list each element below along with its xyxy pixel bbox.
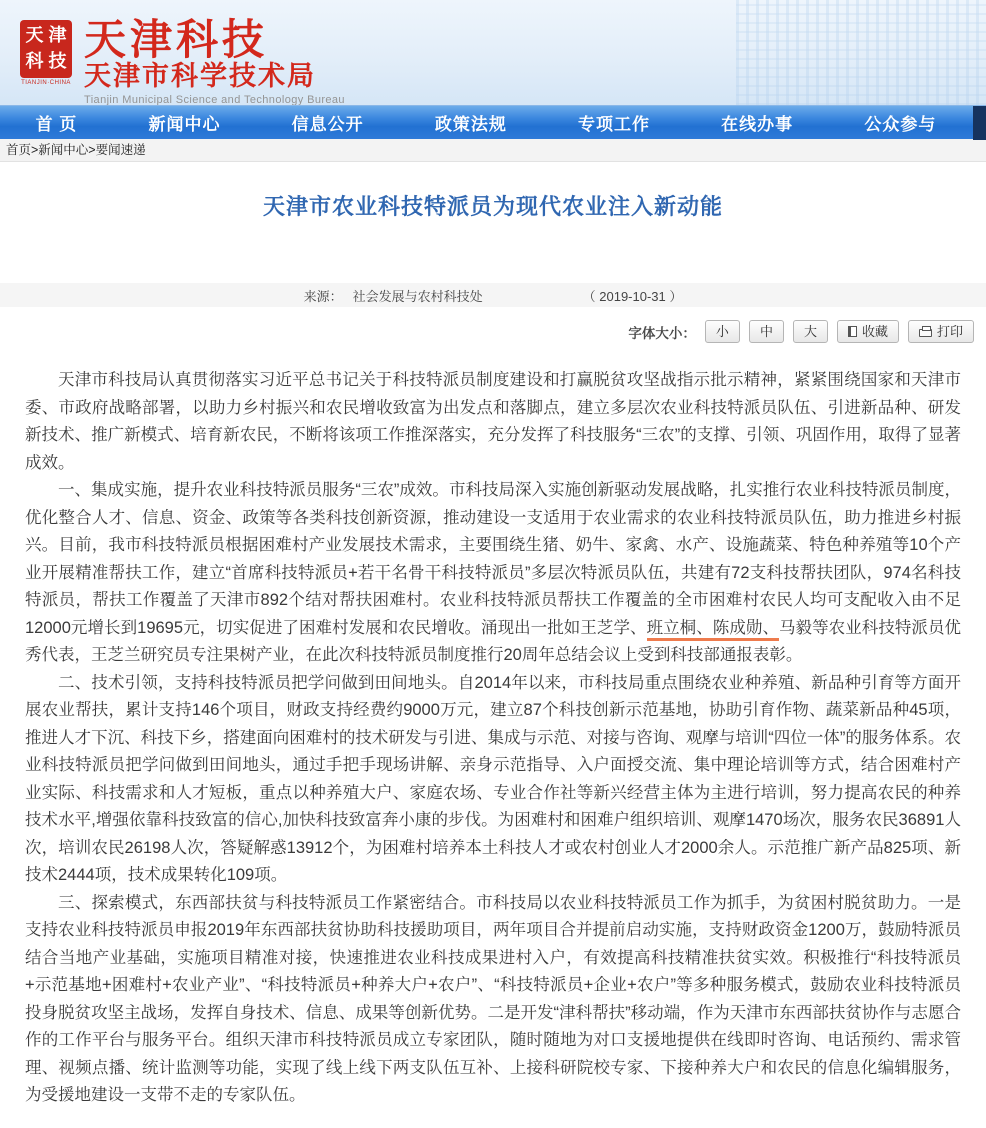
nav-item-online-services[interactable]: 在线办事 [721,115,794,134]
org-name: 天津市科学技术局 [84,61,316,91]
print-button-label: 打印 [936,324,963,339]
nav-item-home[interactable]: 首 页 [35,115,78,134]
paragraph-text: 二、技术引领，支持科技特派员把学问做到田间地头。自2014年以来，市科技局重点围绕农业种养殖、新品种引育等方面开展农业帮扶，累计支持146个项目，财政支持经费约9000万元，建立87个科技创新示范基地，协助引育作物、蔬菜新品种45项，推进人才下沉、科技下乡，搭建面向困难村的技术研发与引进、集成与示范、对接与咨询、观摩与培训“四位一体”的服务体系。农业科技特派员把学问做到田间地头，通过手把手现场讲解、亲身示范指导、入户面授交流、集中理论培训等方式，结合困难村产业实际、科技需求和人才短板，重点以种养殖大户、家庭农场、专业合作社等新兴经营主体为主进行培训，努力提高农民的种养技术水平,增强依靠科技致富的信心,加快科技致富奔小康的步伐。为困难村和困难户组织培训、观摩1470场次，服务农民36891人次，培训农民26198人次，答疑解惑13912个，为困难村培养本土科技人才或农村创业人才2000余人。示范推广新产品825项、新技术2444项，技术成果转化109项。 [25,673,961,884]
favorite-button[interactable] [837,320,899,343]
seal-char: 科 [25,51,44,72]
breadcrumb[interactable]: 首页>新闻中心>要闻速递 [6,143,146,157]
nav-item-policies[interactable]: 政策法规 [434,115,507,134]
source-bar [0,283,986,307]
bookmark-icon [848,326,857,337]
article-paragraph [25,890,961,1110]
highlighted-name: 班立桐、 [647,619,713,641]
logo-block [84,15,345,105]
printer-icon [919,329,932,337]
print-button[interactable] [908,320,974,343]
font-small-button[interactable]: 小 [705,320,740,343]
article-paragraph [25,670,961,890]
nav-item-special-work[interactable]: 专项工作 [578,115,650,134]
nav-item-public-participation[interactable]: 公众参与 [864,115,937,134]
seal-char: 技 [48,51,67,72]
paragraph-text: 天津市科技局认真贯彻落实习近平总书记关于科技特派员制度建设和打赢脱贫攻坚战指示批示精神，紧紧围绕国家和天津市委、市政府战略部署，以助力乡村振兴和农民增收致富为出发点和落脚点，建立多层次农业科技特派员队伍、引进新品种、研发新技术、推广新模式、培育新农民，不断将该项工作推深落实，充分发挥了科技服务“三农”的支撑、引领、巩固作用，取得了显著成效。 [25,371,961,472]
seal-caption: TIANJIN·CHINA [21,80,71,86]
font-size-label: 字体大小： [628,325,696,341]
nav-item-news[interactable]: 新闻中心 [148,115,221,134]
font-large-button[interactable]: 大 [793,320,828,343]
highlighted-name: 陈成勋、 [713,619,779,641]
font-medium-button[interactable]: 中 [749,320,784,343]
paragraph-text: 马毅等农业科技特派员优秀代表，王芝兰研究员专注果树产业，在此次科技特派员制度推行20周年总结会议上受到科技部通报表彰。 [25,618,962,664]
source-value: 社会发展与农村科技处 [352,288,483,304]
nav-right-cap [973,106,986,140]
article-paragraph [25,477,961,670]
publish-date: （ 2019-10-31 ） [582,288,683,304]
org-name-en: Tianjin Municipal Science and Technology Bureau [84,94,345,105]
seal-logo [20,20,72,78]
paragraph-text: 一、集成实施，提升农业科技特派员服务“三农”成效。市科技局深入实施创新驱动发展战略，扎实推行农业科技特派员制度，优化整合人才、信息、资金、政策等各类科技创新资源，推动建设一支适用于农业需求的农业科技特派员队伍，助力推进乡村振兴。目前，我市科技特派员根据困难村产业发展技术需求，主要围绕生猪、奶牛、家禽、水产、设施蔬菜、特色种养殖等10个产业开展精准帮扶工作，建立“首席科技特派员+若干名骨干科技特派员”多层次特派员队伍，共建有72支科技帮扶团队，974名科技特派员，帮扶工作覆盖了天津市892个结对帮扶困难村。农业科技特派员帮扶工作覆盖的全市困难村农民人均可支配收入由不足12000元增长到19695元，切实促进了困难村发展和农民增收。涌现出一批如王芝学、 [25,481,961,637]
seal-char: 津 [48,25,67,46]
site-name: 天津科技 [84,15,269,64]
seal-char: 天 [25,25,44,46]
article-body [0,343,986,1128]
favorite-button-label: 收藏 [861,324,888,339]
paragraph-text: 三、探索模式，东西部扶贫与科技特派员工作紧密结合。市科技局以农业科技特派员工作为抓手，为贫困村脱贫助力。一是支持农业科技特派员申报2019年东西部扶贫协助科技援助项目，两年项目合并提前启动实施，支持财政资金1200万，鼓励特派员结合当地产业基础，实施项目精准对接，快速推进农业科技成果进村入户，有效提高科技精准扶贫实效。积极推行“科技特派员+示范基地+困难村+农业产业”、“科技特派员+种养大户+农户”、“科技特派员+企业+农户”等多种服务模式，鼓励农业科技特派员投身脱贫攻坚主战场，发挥自身技术、信息、成果等创新优势。二是开发“津科帮扶”移动端，作为天津市东西部扶贫协作与志愿合作的工作平台与服务平台。组织天津市科技特派员成立专家团队，随时随地为对口支援地提供在线即时咨询、电话预约、需求管理、视频点播、统计监测等功能，实现了线上线下两支队伍互补、上接科研院校专家、下接种养大户和农民的信息化编辑服务，为受援地建设一支带不走的专家队伍。 [25,893,961,1104]
main-nav [0,105,986,139]
site-header [0,0,986,105]
page-title: 天津市农业科技特派员为现代农业注入新动能 [262,194,723,219]
article-container [0,190,986,1128]
seal-logo-wrap [20,20,72,105]
article-controls [0,320,986,343]
breadcrumb-bar [0,139,986,162]
article-paragraph [25,367,961,477]
source-label: 来源： [303,288,343,304]
nav-item-info-disclosure[interactable]: 信息公开 [291,115,364,134]
